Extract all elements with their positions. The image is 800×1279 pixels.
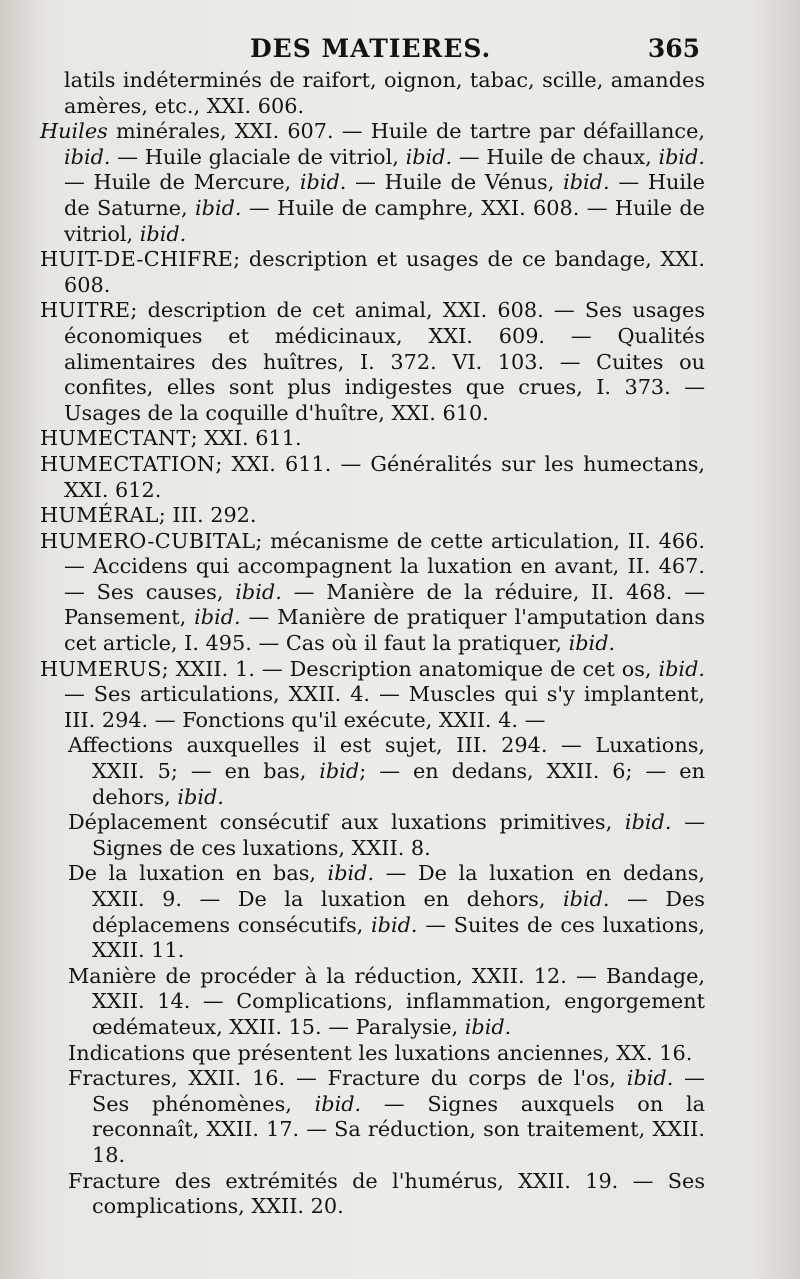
index-continuation: [40, 68, 705, 119]
index-subentry: [40, 1169, 705, 1220]
italic-text: ibid.: [464, 1014, 512, 1039]
index-entry: [40, 119, 705, 247]
entry-text: ; — en dedans, XXII. 6; — en dehors,: [92, 759, 705, 809]
entry-text: — Signes auxquels on la reconnaît, XXII. 17. — Sa réduction, son traitement, XXII. 18.: [92, 1091, 705, 1167]
entry-text: — Huile de chaux,: [452, 144, 659, 169]
italic-text: ibid.: [624, 810, 672, 835]
entry-text: ; XXI. 611. — Généralités sur les humectans, XXI. 612.: [64, 451, 705, 502]
entry-headword: HUMERO-CUBITAL: [40, 528, 256, 553]
entry-text: ; description et usages de ce bandage, XXI. 608.: [64, 247, 705, 297]
italic-text: ibid.: [563, 170, 610, 195]
index-subentry: [40, 861, 705, 963]
italic-text: ibid.: [314, 1091, 362, 1116]
entry-text: — Manière de la réduire, II. 468. — Pansement,: [64, 579, 705, 630]
italic-text: ibid.: [195, 195, 242, 220]
entry-text: ; mécanisme de cette articulation, II. 466. — Accidens qui accompagnent la luxation en avant, II. 467. — Ses causes,: [64, 528, 705, 604]
index-subentry: [40, 1041, 705, 1067]
entry-text: — Ses phénomènes,: [92, 1066, 705, 1116]
running-title: DES MATIERES.: [250, 34, 492, 63]
entry-text: latils indéterminés de raifort, oignon, tabac, scille, amandes amères, etc., XXI. 606.: [64, 68, 705, 118]
entry-text: — Huile de Mercure,: [64, 170, 300, 195]
entry-text: — Huile glaciale de vitriol,: [110, 144, 406, 169]
italic-text: ibid: [319, 759, 360, 784]
entry-headword: HUITRE: [40, 298, 131, 323]
italic-text: ibid.: [177, 784, 224, 809]
index-subentry: [40, 964, 705, 1041]
entry-text: Fracture des extrémités de l'humérus, XXII. 19. — Ses complications, XXII. 20.: [68, 1168, 705, 1219]
entry-text: — Huile de Vénus,: [346, 170, 564, 195]
entry-text: — Signes de ces luxations, XXII. 8.: [92, 810, 705, 860]
entry-text: — Ses articulations, XXII. 4. — Muscles qui s'y implantent, III. 294. — Fonctions qu'il exécute, XXII. 4. —: [64, 682, 705, 732]
italic-text: ibid.: [299, 170, 347, 195]
entry-text: Affections auxquelles il est sujet, III. 294. — Luxations, XXII. 5; — en bas,: [68, 733, 705, 784]
index-entry: [40, 452, 705, 503]
italic-text: ibid.: [626, 1066, 674, 1091]
italic-text: ibid.: [139, 221, 187, 246]
italic-text: ibid.: [370, 912, 418, 937]
entry-headword: HUMECTANT: [40, 426, 191, 451]
index-subentry: [40, 810, 705, 861]
italic-text: ibid.: [658, 144, 705, 169]
index-entry: [40, 503, 705, 529]
italic-text: ibid.: [64, 144, 111, 169]
entry-text: minérales, XXI. 607. — Huile de tartre par défaillance,: [107, 119, 705, 144]
index-subentry: [40, 1066, 705, 1168]
index-entry: [40, 298, 705, 426]
italic-text: ibid.: [568, 631, 616, 656]
entry-headword: HUMÉRAL: [40, 503, 159, 528]
entry-headword: HUMERUS: [40, 656, 162, 681]
entry-text: ; III. 292.: [158, 503, 257, 528]
italic-text: ibid.: [405, 144, 453, 169]
entry-text: — De la luxation en dedans, XXII. 9. — De la luxation en dehors,: [92, 861, 705, 911]
entry-text: ; XXII. 1. — Description anatomique de cet os,: [161, 656, 659, 681]
entry-text: — Des déplacemens consécutifs,: [92, 887, 705, 937]
entry-text: De la luxation en bas,: [68, 861, 328, 886]
italic-text: ibid.: [658, 656, 705, 681]
index-text: [40, 68, 705, 1220]
entry-text: — Suites de ces luxations, XXII. 11.: [92, 912, 706, 963]
index-entry: [40, 247, 705, 298]
index-entry: [40, 657, 705, 734]
entry-text: Indications que présentent les luxations anciennes, XX. 16.: [68, 1040, 693, 1065]
entry-text: ; XXI. 611.: [190, 426, 302, 451]
index-entry: [40, 529, 705, 657]
italic-text: ibid.: [562, 887, 610, 911]
page-number: 365: [647, 34, 700, 63]
entry-text: — Manière de pratiquer l'amputation dans cet article, I. 495. — Cas où il faut la pratiquer,: [64, 605, 705, 656]
italic-text: ibid.: [194, 605, 241, 630]
italic-text: Huiles: [40, 119, 108, 144]
entry-text: ; description de cet animal, XXI. 608. — Ses usages économiques et médicinaux, XXI. 609. — Qualités alimentaires des huîtres, I. 372. VI. 103. — Cuites ou confites, elles sont plus indigestes que crues, I. 373. — Usages de la coquille d'huître, XXI. 610.: [64, 298, 705, 425]
italic-text: ibid.: [235, 579, 282, 604]
entry-text: Déplacement consécutif aux luxations primitives,: [68, 810, 625, 835]
entry-headword: HUIT-DE-CHIFRE: [40, 247, 234, 272]
index-entry: [40, 426, 705, 452]
entry-text: Manière de procéder à la réduction, XXII. 12. — Bandage, XXII. 14. — Complications, inflammation, engorgement œdémateux, XXII. 15. — Paralysie,: [68, 963, 705, 1039]
entry-headword: HUMECTATION: [40, 451, 216, 476]
italic-text: ibid.: [327, 861, 375, 886]
entry-text: Fractures, XXII. 16. — Fracture du corps de l'os,: [68, 1066, 627, 1091]
entry-text: — Huile de camphre, XXI. 608. — Huile de vitriol,: [64, 195, 705, 246]
running-head: [60, 34, 700, 68]
entry-text: — Huile de Saturne,: [64, 170, 705, 220]
index-subentry: [40, 733, 705, 810]
